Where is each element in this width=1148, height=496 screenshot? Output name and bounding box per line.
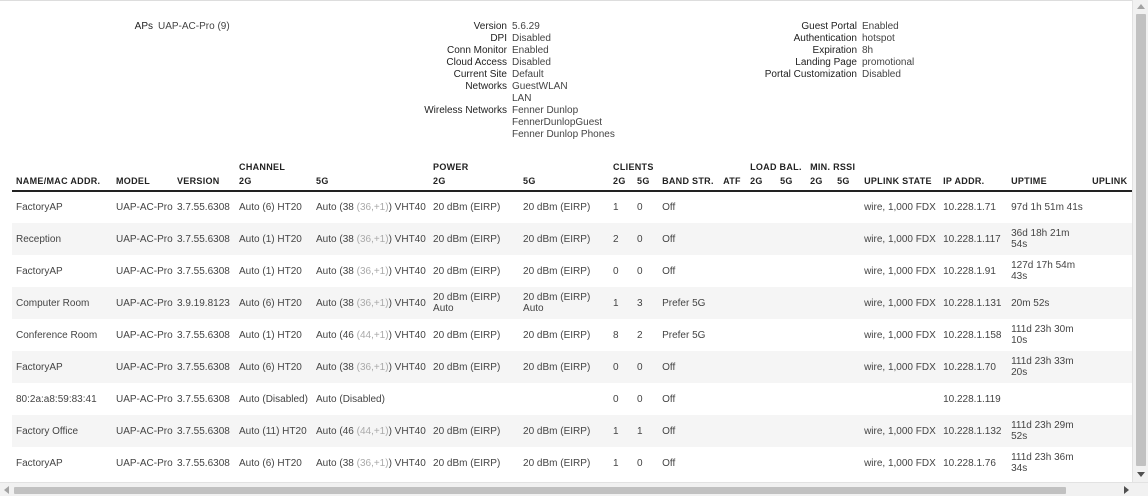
cell-name: FactoryAP (16, 457, 63, 469)
cell-clients-5g: 0 (637, 393, 643, 405)
cell-clients-5g: 1 (633, 415, 658, 447)
cell-uplink (1088, 319, 1132, 351)
table-row[interactable] (12, 319, 1132, 351)
cell-uplink (1088, 351, 1132, 383)
table-row[interactable] (12, 255, 1132, 287)
summary-key: Cloud Access (446, 57, 507, 68)
cell-channel-5g (312, 191, 429, 223)
col-header-min-rssi-5g[interactable]: 5G (833, 175, 860, 191)
group-header-load-bal: LOAD BAL. (750, 162, 802, 172)
summary-guest-portal (0, 21, 914, 81)
channel-5g-pre: Auto (38 (316, 297, 357, 309)
cell-power-2g: 20 dBm (EIRP) (429, 351, 519, 383)
cell-model: UAP-AC-Pro (116, 202, 173, 213)
cell-min-rssi-5g (833, 255, 860, 287)
scroll-right-arrow-icon[interactable] (1124, 486, 1129, 494)
cell-uplink-state: wire, 1,000 FDX (860, 351, 939, 383)
group-header-min-rssi: MIN. RSSI (810, 162, 856, 172)
cell-version: 3.7.55.6308 (177, 329, 230, 341)
devices-table (12, 161, 1132, 479)
cell-power-5g: 20 dBm (EIRP) (523, 329, 591, 341)
cell-ip-addr: 10.228.1.132 (939, 415, 1007, 447)
cell-uplink (1088, 447, 1132, 479)
channel-5g-pre: Auto (38 (316, 265, 357, 277)
cell-model: UAP-AC-Pro (112, 223, 173, 255)
summary-row (0, 69, 914, 81)
cell-clients-2g: 1 (613, 202, 619, 213)
cell-model: UAP-AC-Pro (116, 457, 173, 469)
cell-channel-2g: Auto (6) HT20 (235, 351, 312, 383)
cell-clients-5g: 0 (633, 223, 658, 255)
summary-row (0, 81, 615, 105)
summary-key: Conn Monitor (446, 45, 507, 56)
cell-atf (719, 319, 746, 351)
summary-values (512, 81, 568, 105)
col-header-ip-addr[interactable]: IP ADDR. (939, 175, 1007, 191)
cell-power-5g: 20 dBm (EIRP) (523, 202, 591, 213)
scroll-up-arrow-icon[interactable] (1137, 4, 1145, 9)
cell-uptime: 36d 18h 21m 54s (1007, 223, 1088, 255)
cell-channel-2g: Auto (1) HT20 (239, 265, 302, 277)
cell-power-2g: 20 dBm (EIRP) Auto (429, 287, 519, 319)
summary-row (0, 33, 914, 45)
table-row[interactable] (12, 351, 1132, 383)
cell-min-rssi-5g (833, 319, 860, 351)
cell-uptime: 111d 23h 33m 20s (1007, 351, 1088, 383)
cell-uplink-state: wire, 1,000 FDX (860, 415, 939, 447)
cell-ip-addr: 10.228.1.119 (943, 393, 1001, 405)
cell-uplink-state: wire, 1,000 FDX (864, 202, 936, 213)
channel-5g-pre: Auto (38 (316, 361, 357, 373)
cell-min-rssi-2g (806, 287, 833, 319)
col-header-uplink-state[interactable]: UPLINK STATE (860, 175, 939, 191)
table-row[interactable] (12, 223, 1132, 255)
cell-band-steering: Off (658, 223, 719, 255)
cell-clients-5g: 0 (637, 265, 643, 277)
cell-power-2g: 20 dBm (EIRP) (429, 415, 519, 447)
cell-load-bal-5g (776, 223, 806, 255)
summary-value: Default (512, 69, 544, 80)
cell-load-bal-2g (746, 383, 776, 415)
cell-band-steering: Prefer 5G (658, 287, 719, 319)
group-header-power: POWER (433, 162, 469, 172)
summary-values (862, 21, 899, 33)
channel-5g-post: ) VHT40 (388, 297, 426, 309)
summary-value: Disabled (512, 33, 551, 44)
cell-atf (719, 223, 746, 255)
cell-channel-5g (312, 415, 429, 447)
cell-clients-5g: 0 (637, 202, 643, 213)
channel-5g-post: ) VHT40 (388, 233, 426, 245)
summary-key: Current Site (453, 69, 507, 80)
column-header-row (12, 175, 1132, 191)
group-header-clients: CLIENTS (613, 162, 654, 172)
channel-5g-dim: (36,+1) (356, 457, 389, 469)
col-header-power-5g[interactable]: 5G (519, 175, 609, 191)
cell-version: 3.7.55.6308 (177, 393, 230, 405)
cell-uptime: 111d 23h 36m 34s (1011, 452, 1074, 474)
cell-version: 3.7.55.6308 (173, 223, 235, 255)
table-row[interactable] (12, 447, 1132, 479)
vertical-scroll-thumb[interactable] (1136, 14, 1146, 466)
cell-version: 3.7.55.6308 (177, 265, 230, 277)
cell-channel-2g: Auto (6) HT20 (239, 457, 302, 469)
cell-atf (719, 383, 746, 415)
group-header-spacer-3 (860, 161, 1132, 175)
channel-5g-post: ) VHT40 (388, 202, 426, 213)
cell-name: Factory Office (12, 415, 112, 447)
col-header-model[interactable]: MODEL (112, 175, 173, 191)
cell-power-2g: 20 dBm (EIRP) (433, 265, 501, 277)
cell-uplink-state: wire, 1,000 FDX (864, 457, 936, 469)
cell-clients-2g: 0 (609, 351, 633, 383)
cell-uplink (1088, 191, 1132, 223)
cell-load-bal-5g (776, 255, 806, 287)
cell-uplink (1088, 255, 1132, 287)
cell-uplink-state: wire, 1,000 FDX (864, 329, 936, 341)
col-header-atf[interactable]: ATF (719, 175, 746, 191)
col-header-min-rssi-2g[interactable]: 2G (806, 175, 833, 191)
cell-ip-addr: 10.228.1.117 (939, 223, 1007, 255)
summary-key: Guest Portal (801, 21, 857, 32)
cell-min-rssi-5g (833, 223, 860, 255)
cell-atf (719, 351, 746, 383)
channel-5g-pre: Auto (38 (316, 202, 357, 213)
vertical-scrollbar[interactable] (1132, 0, 1148, 482)
group-header-spacer-2 (658, 161, 746, 175)
summary-values (862, 45, 873, 57)
table-row[interactable] (12, 415, 1132, 447)
cell-clients-2g: 8 (613, 329, 619, 341)
cell-uplink (1088, 223, 1132, 255)
cell-power-2g: 20 dBm (EIRP) (433, 202, 501, 213)
cell-load-bal-5g (776, 191, 806, 223)
scroll-down-arrow-icon[interactable] (1137, 472, 1145, 477)
cell-channel-2g: Auto (6) HT20 (239, 202, 302, 213)
cell-power-2g: 20 dBm (EIRP) (429, 223, 519, 255)
cell-power-2g: 20 dBm (EIRP) (433, 329, 501, 341)
cell-name: FactoryAP (12, 351, 112, 383)
cell-name: FactoryAP (16, 265, 63, 277)
col-header-clients-2g[interactable]: 2G (609, 175, 633, 191)
cell-channel-5g (312, 255, 429, 287)
channel-5g-pre: Auto (Disabled) (316, 393, 385, 405)
cell-load-bal-2g (746, 191, 776, 223)
cell-min-rssi-5g (833, 383, 860, 415)
horizontal-scroll-thumb[interactable] (14, 487, 1066, 494)
group-header-channel: CHANNEL (239, 162, 286, 172)
channel-5g-dim: (44,+1) (356, 329, 389, 341)
summary-key: Expiration (812, 45, 857, 56)
cell-min-rssi-2g (806, 191, 833, 223)
cell-min-rssi-5g (833, 415, 860, 447)
cell-min-rssi-2g (806, 223, 833, 255)
summary-row (0, 57, 914, 69)
cell-model: UAP-AC-Pro (116, 393, 173, 405)
cell-min-rssi-2g (806, 447, 833, 479)
cell-uptime: 111d 23h 30m 10s (1011, 324, 1074, 346)
summary-value: promotional (862, 57, 915, 68)
cell-min-rssi-2g (806, 415, 833, 447)
summary-values (862, 33, 895, 45)
summary-value: Enabled (862, 21, 899, 32)
summary-value: LAN (512, 93, 532, 104)
cell-model: UAP-AC-Pro (112, 287, 173, 319)
scroll-left-arrow-icon[interactable] (4, 486, 9, 494)
cell-load-bal-5g (776, 415, 806, 447)
table-row[interactable] (12, 191, 1132, 223)
col-header-band-steering[interactable]: BAND STR. (658, 175, 719, 191)
cell-clients-2g: 1 (613, 457, 619, 469)
cell-load-bal-2g (746, 287, 776, 319)
cell-power-5g: 20 dBm (EIRP) (519, 351, 609, 383)
cell-load-bal-5g (776, 351, 806, 383)
cell-channel-5g (312, 319, 429, 351)
cell-uplink-state (860, 383, 939, 415)
cell-load-bal-2g (746, 255, 776, 287)
cell-power-2g (429, 383, 519, 415)
summary-value: Disabled (512, 57, 551, 68)
cell-model: UAP-AC-Pro (116, 329, 173, 341)
channel-5g-pre: Auto (38 (316, 457, 357, 469)
cell-min-rssi-5g (833, 351, 860, 383)
summary-key: Networks (465, 81, 507, 92)
cell-clients-5g: 3 (633, 287, 658, 319)
cell-channel-2g: Auto (1) HT20 (235, 223, 312, 255)
cell-clients-5g: 0 (637, 457, 643, 469)
group-header-spacer (12, 161, 235, 175)
cell-ip-addr: 10.228.1.76 (943, 457, 996, 469)
cell-channel-5g (312, 383, 429, 415)
col-header-clients-5g[interactable]: 5G (633, 175, 658, 191)
col-header-uplink[interactable]: UPLINK (1088, 175, 1132, 191)
cell-load-bal-2g (746, 319, 776, 351)
cell-channel-2g: Auto (1) HT20 (239, 329, 302, 341)
channel-5g-dim: (36,+1) (356, 202, 389, 213)
cell-power-5g: 20 dBm (EIRP) (519, 223, 609, 255)
summary-key: Version (473, 21, 507, 32)
channel-5g-dim: (36,+1) (356, 265, 389, 277)
cell-power-5g: 20 dBm (EIRP) (523, 457, 591, 469)
cell-atf (719, 287, 746, 319)
cell-band-steering: Off (658, 351, 719, 383)
summary-value: hotspot (862, 33, 895, 44)
cell-load-bal-5g (776, 383, 806, 415)
cell-clients-5g: 2 (637, 329, 643, 341)
cell-channel-5g (312, 223, 429, 255)
cell-uplink (1088, 383, 1132, 415)
cell-band-steering: Off (658, 415, 719, 447)
summary-row (0, 21, 914, 33)
cell-uptime: 127d 17h 54m 43s (1011, 260, 1076, 282)
cell-version: 3.7.55.6308 (173, 415, 235, 447)
cell-load-bal-2g (746, 223, 776, 255)
cell-ip-addr: 10.228.1.71 (943, 202, 996, 213)
summary-key: DPI (490, 33, 507, 44)
col-header-channel-2g[interactable]: 2G (235, 175, 312, 191)
cell-uplink-state: wire, 1,000 FDX (860, 223, 939, 255)
summary-value: Enabled (512, 45, 549, 56)
channel-5g-post: ) VHT40 (388, 425, 426, 437)
cell-version: 3.7.55.6308 (177, 457, 230, 469)
summary-value: GuestWLAN (512, 81, 568, 92)
cell-ip-addr: 10.228.1.91 (943, 265, 996, 277)
col-header-version[interactable]: VERSION (173, 175, 235, 191)
cell-band-steering: Off (662, 393, 676, 405)
cell-atf (719, 255, 746, 287)
channel-5g-post: ) VHT40 (388, 265, 426, 277)
summary-value: UAP-AC-Pro (9) (158, 21, 230, 32)
channel-5g-dim: (36,+1) (356, 233, 389, 245)
cell-power-5g (519, 383, 609, 415)
table-row[interactable] (12, 287, 1132, 319)
summary-key: Landing Page (795, 57, 857, 68)
cell-uplink-state: wire, 1,000 FDX (864, 265, 936, 277)
cell-uptime: 111d 23h 29m 52s (1007, 415, 1088, 447)
cell-load-bal-2g (746, 415, 776, 447)
cell-min-rssi-5g (833, 191, 860, 223)
cell-channel-5g (312, 351, 429, 383)
channel-5g-post: ) VHT40 (388, 457, 426, 469)
col-header-power-2g[interactable]: 2G (429, 175, 519, 191)
channel-5g-pre: Auto (38 (316, 233, 357, 245)
channel-5g-pre: Auto (46 (316, 425, 357, 437)
summary-values (512, 105, 615, 141)
col-header-uptime[interactable]: UPTIME (1007, 175, 1088, 191)
cell-model: UAP-AC-Pro (112, 415, 173, 447)
cell-min-rssi-2g (806, 255, 833, 287)
col-header-channel-5g[interactable]: 5G (312, 175, 429, 191)
cell-uplink (1088, 287, 1132, 319)
cell-version: 3.7.55.6308 (173, 351, 235, 383)
cell-load-bal-5g (776, 287, 806, 319)
summary-value: 8h (862, 45, 874, 56)
col-header-load-bal-2g[interactable]: 2G (746, 175, 776, 191)
cell-uplink (1088, 415, 1132, 447)
summary-row (0, 45, 914, 57)
summary-value: Fenner Dunlop Phones (512, 129, 615, 140)
summary-value: 5.6.29 (512, 21, 540, 32)
cell-band-steering: Off (662, 202, 676, 213)
cell-ip-addr: 10.228.1.131 (939, 287, 1007, 319)
channel-5g-dim: (36,+1) (356, 361, 389, 373)
cell-clients-2g: 0 (613, 393, 619, 405)
summary-value: FennerDunlopGuest (512, 117, 603, 128)
cell-power-5g: 20 dBm (EIRP) (523, 265, 591, 277)
cell-band-steering: Prefer 5G (662, 329, 706, 341)
channel-5g-dim: (36,+1) (356, 297, 389, 309)
channel-5g-dim: (44,+1) (356, 425, 389, 437)
cell-name: Conference Room (16, 329, 98, 341)
cell-channel-5g (312, 447, 429, 479)
cell-channel-2g: Auto (6) HT20 (235, 287, 312, 319)
summary-key: Wireless Networks (424, 105, 507, 116)
channel-5g-post: ) VHT40 (388, 329, 426, 341)
cell-uptime (1007, 383, 1088, 415)
cell-min-rssi-5g (833, 447, 860, 479)
cell-uptime: 20m 52s (1007, 287, 1088, 319)
cell-ip-addr: 10.228.1.158 (943, 329, 1002, 341)
channel-5g-pre: Auto (46 (316, 329, 357, 341)
cell-name: FactoryAP (16, 202, 63, 213)
cell-power-5g: 20 dBm (EIRP) (519, 415, 609, 447)
cell-clients-2g: 1 (609, 287, 633, 319)
cell-channel-5g (312, 287, 429, 319)
cell-band-steering: Off (662, 265, 676, 277)
cell-power-5g: 20 dBm (EIRP) Auto (519, 287, 609, 319)
cell-min-rssi-2g (806, 319, 833, 351)
cell-name: Computer Room (12, 287, 112, 319)
table-row[interactable] (12, 383, 1132, 415)
cell-channel-2g: Auto (11) HT20 (235, 415, 312, 447)
cell-min-rssi-2g (806, 351, 833, 383)
cell-name: 80:2a:a8:59:83:41 (16, 393, 97, 405)
cell-band-steering: Off (662, 457, 676, 469)
cell-uptime: 97d 1h 51m 41s (1011, 202, 1083, 213)
cell-load-bal-5g (776, 319, 806, 351)
summary-value: Fenner Dunlop (512, 105, 579, 116)
cell-ip-addr: 10.228.1.70 (939, 351, 1007, 383)
summary-key: APs (134, 21, 153, 32)
cell-model: UAP-AC-Pro (116, 265, 173, 277)
cell-atf (719, 415, 746, 447)
col-header-name[interactable]: NAME/MAC ADDR. (12, 175, 112, 191)
horizontal-scrollbar[interactable] (0, 482, 1148, 496)
summary-row (0, 105, 615, 141)
cell-model: UAP-AC-Pro (112, 351, 173, 383)
cell-min-rssi-5g (833, 287, 860, 319)
summary-key: Portal Customization (764, 69, 857, 80)
cell-min-rssi-2g (806, 383, 833, 415)
summary-value: Disabled (862, 69, 901, 80)
cell-load-bal-2g (746, 351, 776, 383)
summary-key: Authentication (793, 33, 857, 44)
cell-atf (719, 191, 746, 223)
cell-load-bal-2g (746, 447, 776, 479)
cell-version: 3.7.55.6308 (177, 202, 230, 213)
cell-clients-2g: 0 (613, 265, 619, 277)
cell-channel-2g: Auto (Disabled) (239, 393, 308, 405)
cell-uplink-state: wire, 1,000 FDX (860, 287, 939, 319)
cell-atf (719, 447, 746, 479)
summary-values (862, 57, 914, 69)
col-header-load-bal-5g[interactable]: 5G (776, 175, 806, 191)
cell-load-bal-5g (776, 447, 806, 479)
group-header-row (12, 161, 1132, 175)
cell-clients-5g: 0 (633, 351, 658, 383)
cell-name: Reception (12, 223, 112, 255)
channel-5g-post: ) VHT40 (388, 361, 426, 373)
cell-clients-2g: 2 (609, 223, 633, 255)
cell-version: 3.9.19.8123 (173, 287, 235, 319)
cell-power-2g: 20 dBm (EIRP) (433, 457, 501, 469)
cell-clients-2g: 1 (609, 415, 633, 447)
summary-values (862, 69, 901, 81)
